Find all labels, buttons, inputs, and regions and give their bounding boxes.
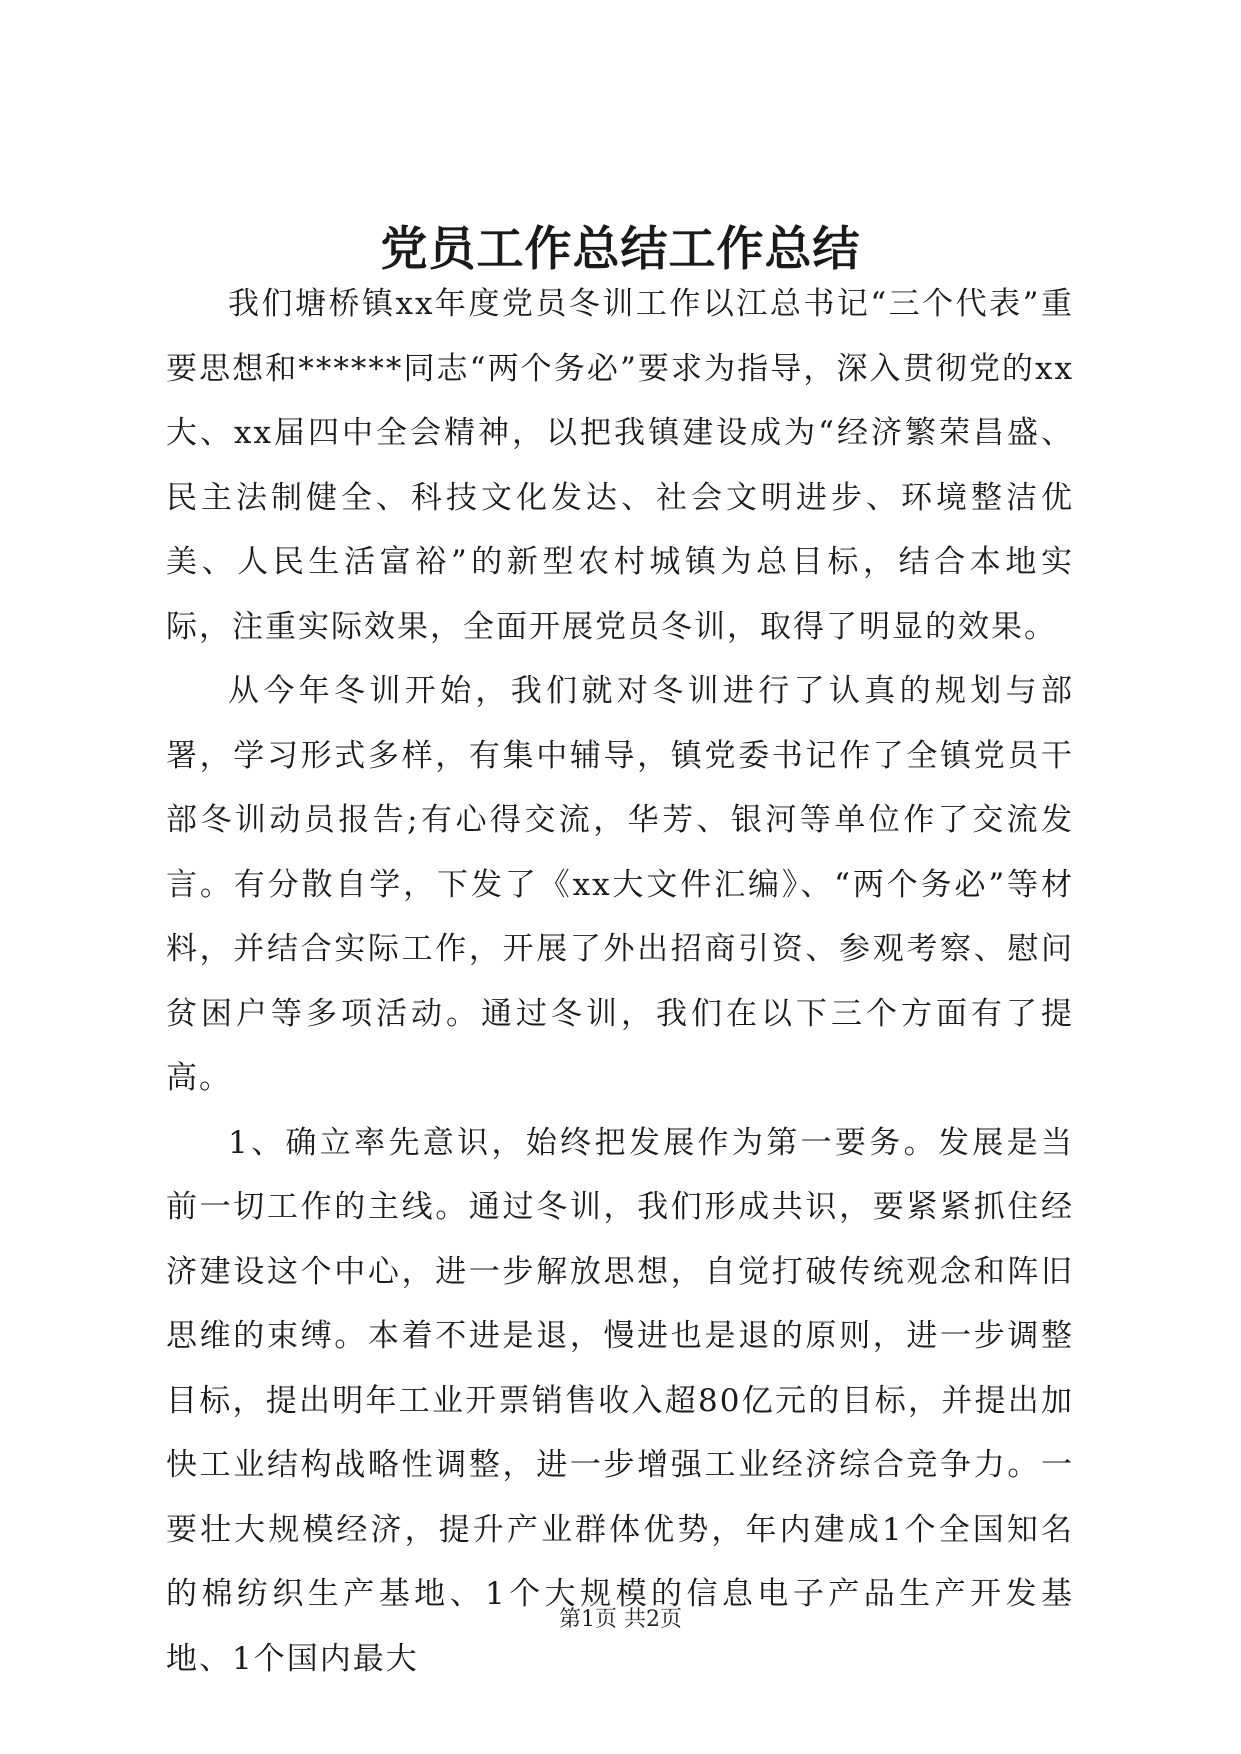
page-footer: 第1页 共2页	[559, 1607, 682, 1632]
document-body	[166, 272, 1074, 1691]
document-title: 党员工作总结工作总结	[380, 222, 861, 277]
paragraph-1: 我们塘桥镇xx年度党员冬训工作以江总书记“三个代表”重要思想和******同志“两个务必”要求为指导，深入贯彻党的xx大、xx届四中全会精神，以把我镇建设成为“经济繁荣昌盛、民主法制健全、科技文化发达、社会文明进步、环境整洁优美、人民生活富裕”的新型农村城镇为总目标，结合本地实际，注重实际效果，全面开展党员冬训，取得了明显的效果。	[166, 286, 1074, 645]
paragraph-3: 1、确立率先意识，始终把发展作为第一要务。发展是当前一切工作的主线。通过冬训，我们形成共识，要紧紧抓住经济建设这个中心，进一步解放思想，自觉打破传统观念和阵旧思维的束缚。本着不进是退，慢进也是退的原则，进一步调整目标，提出明年工业开票销售收入超80亿元的目标，并提出加快工业结构战略性调整，进一步增强工业经济综合竞争力。一要壮大规模经济，提升产业群体优势，年内建成1个全国知名的棉纺织生产基地、1个大规模的信息电子产品生产开发基地、1个国内最大	[166, 1124, 1074, 1677]
paragraph-2: 从今年冬训开始，我们就对冬训进行了认真的规划与部署，学习形式多样，有集中辅导，镇党委书记作了全镇党员干部冬训动员报告;有心得交流，华芳、银河等单位作了交流发言。有分散自学，下发了《xx大文件汇编》、“两个务必”等材料，并结合实际工作，开展了外出招商引资、参观考察、慰问贫困户等多项活动。通过冬训，我们在以下三个方面有了提高。	[166, 673, 1074, 1096]
